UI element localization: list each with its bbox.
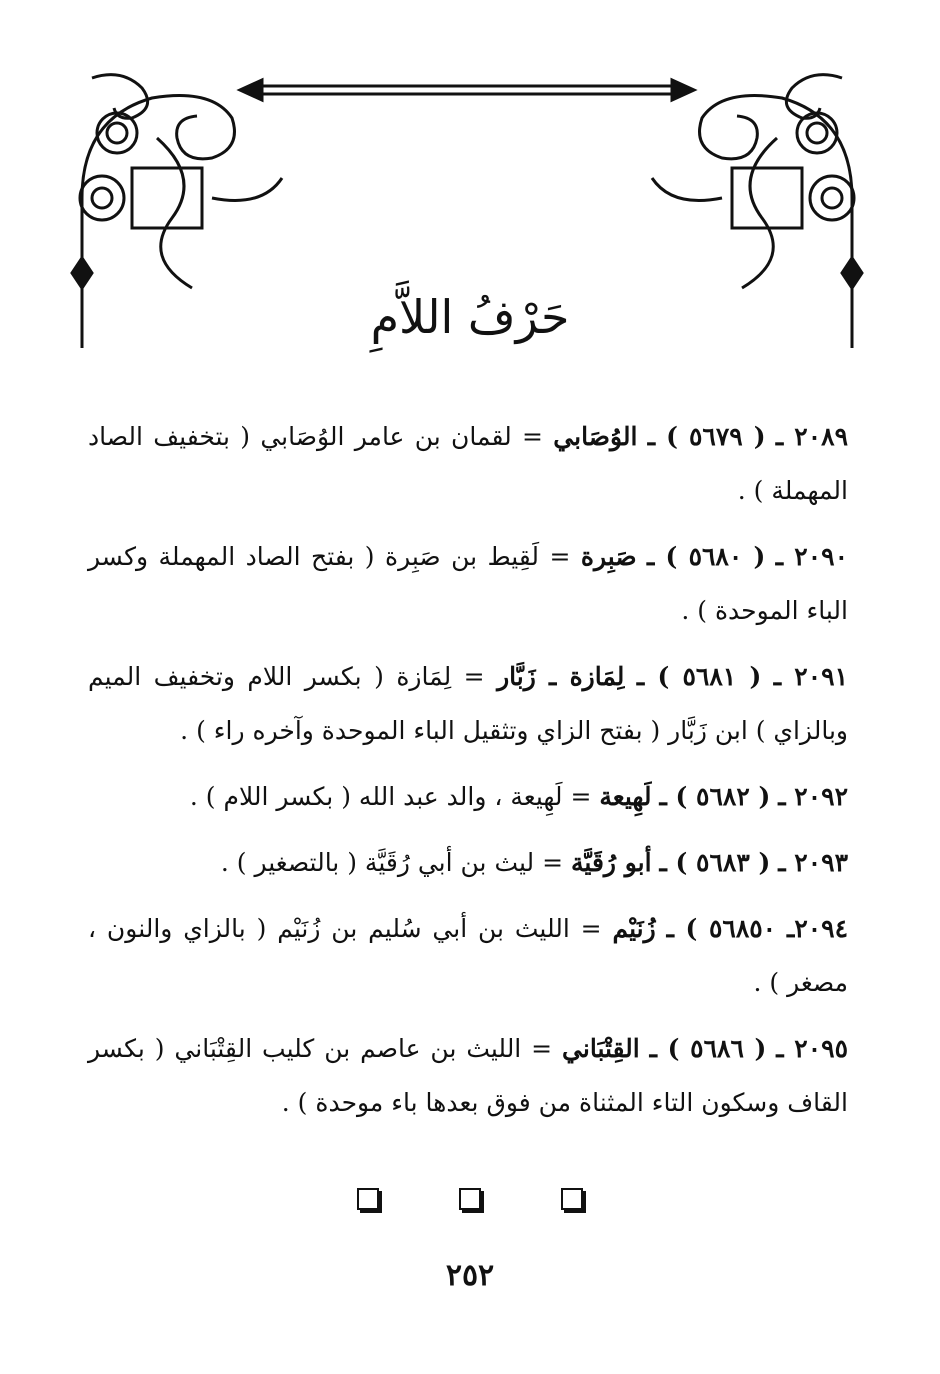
entry-name: لِمَازة ـ زَبَّار (497, 662, 625, 691)
square-ornament-icon (357, 1188, 379, 1210)
entry-2090 (88, 530, 848, 638)
chapter-heading: حَرْفُ اللاَّمِ (370, 290, 570, 344)
entry-2093 (88, 836, 848, 890)
entry-name: القِتْبَاني (562, 1034, 640, 1063)
entry-reference: ( ٥٦٨١ ) ـ (636, 662, 762, 691)
entry-number: ٢٠٩٥ ـ (776, 1034, 849, 1063)
entry-2095 (88, 1022, 848, 1130)
entry-text: = ليث بن أبي رُقَيَّة ( بالتصغير ) . (220, 848, 564, 877)
section-end-marks (0, 1188, 940, 1210)
entry-name: زُنَيْم (612, 914, 656, 943)
entry-reference: ( ٥٦٨٢ ) ـ (659, 782, 771, 811)
entry-name: الوُصَابي (553, 422, 638, 451)
entry-name: صَبِرة (580, 542, 637, 571)
entry-number: ٢٠٨٩ ـ (775, 422, 848, 451)
entry-text: = لقمان بن عامر الوُصَابي ( بتخفيف الصاد المهملة ) . (88, 422, 848, 505)
entry-2094 (88, 902, 848, 1010)
entries-list (88, 410, 848, 1142)
entry-number: ٢٠٩٠ ـ (775, 542, 849, 571)
square-ornament-icon (561, 1188, 583, 1210)
entry-reference: ٥٦٨٥٠ ) ـ (666, 914, 777, 943)
entry-text: = لَهِيعة ، والد عبد الله ( بكسر اللام ) . (189, 782, 592, 811)
entry-name: أبو رُقَيَّة (571, 848, 652, 877)
entry-2092 (88, 770, 848, 824)
entry-2089 (88, 410, 848, 518)
entry-text: = لَقِيط بن صَبِرة ( بفتح الصاد المهملة وكسر الباء الموحدة ) . (88, 542, 848, 625)
page-number: ٢٥٢ (445, 1258, 495, 1293)
entry-text: = الليث بن أبي سُليم بن زُنَيْم ( بالزاي والنون ، مصغر ) . (88, 914, 848, 997)
entry-reference: ( ٥٦٨٣ ) ـ (659, 848, 771, 877)
entry-reference: ( ٥٦٧٩ ) ـ (647, 422, 766, 451)
entry-number: ٢٠٩٣ ـ (778, 848, 848, 877)
entry-text: = لِمَازة ( بكسر اللام وتخفيف الميم وبالزاي ) ابن زَبَّار ( بفتح الزاي وتثقيل الباء الموحدة وآخره راء ) . (88, 662, 848, 745)
entry-reference: ( ٥٦٨٦ ) ـ (649, 1034, 767, 1063)
entry-text: = الليث بن عاصم بن كليب القِتْبَاني ( بكسر القاف وسكون التاء المثناة من فوق بعدها باء موحدة ) . (88, 1034, 848, 1117)
entry-number: ٢٠٩١ ـ (773, 662, 849, 691)
entry-name: لَهِيعة (599, 782, 652, 811)
entry-reference: ( ٥٦٨٠ ) ـ (647, 542, 766, 571)
entry-number: ٢٠٩٢ ـ (778, 782, 848, 811)
entry-number: ٢٠٩٤ـ (786, 914, 849, 943)
square-ornament-icon (459, 1188, 481, 1210)
entry-2091 (88, 650, 848, 758)
